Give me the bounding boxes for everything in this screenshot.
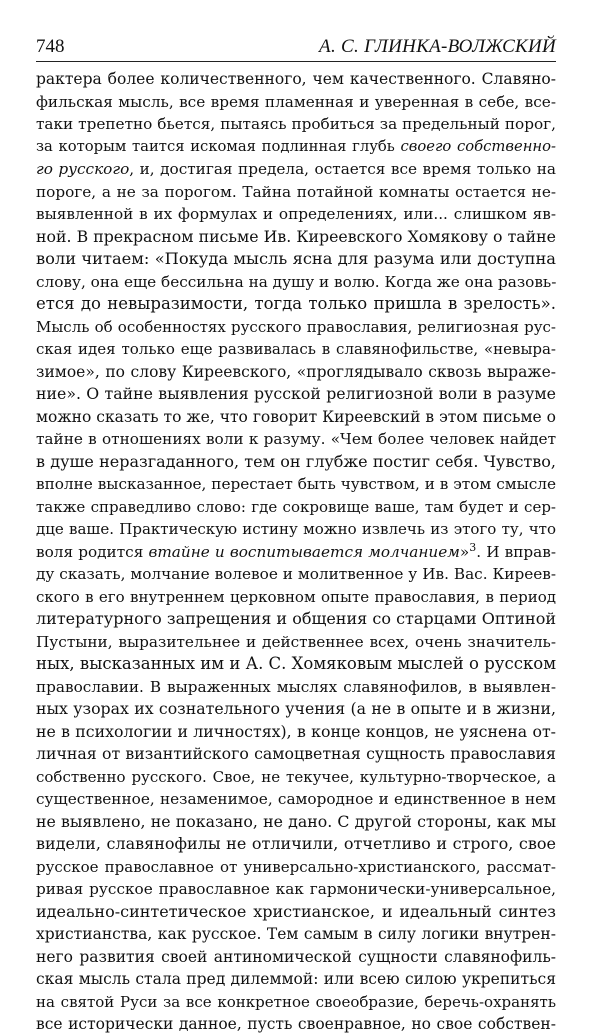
footnote-ref: существенное, незаменимое, самородное и единственное в нем: [36, 790, 556, 808]
footnote-ref: собственно русского. Свое, не текучее, культурно-творческое, а: [36, 767, 556, 786]
text-line: [36, 563, 556, 586]
footnote-ref: него развития своей антиномической сущности славянофиль-: [36, 947, 556, 966]
footnote-ref: фильская мысль, все время пламенная и уверенная в себе, все-: [36, 92, 556, 111]
text-line: [36, 698, 556, 721]
footnote-ref: ется до невыразимости, тогда только пришла в зрелость».: [36, 294, 556, 313]
footnote-ref: литературного запрещения и общения со старцами Оптиной: [36, 609, 556, 628]
header-rule: [36, 61, 556, 62]
running-title: А. С. ГЛИНКА-ВОЛЖСКИЙ: [319, 36, 556, 57]
footnote-ref: вполне высказанное, перестает быть чувством, и в этом смысле: [36, 475, 556, 493]
text-line: [36, 496, 556, 519]
footnote-ref: воля родится: [36, 542, 149, 561]
text-line: [36, 653, 556, 676]
footnote-ref: личная от византийского самоцветная сущность православия: [36, 744, 556, 763]
text-line: [36, 518, 556, 541]
footnote-ref: на святой Руси за все конкретное своеобразие, беречь-охранять: [36, 992, 556, 1011]
text-segment: своего собственно-: [400, 137, 556, 155]
footnote-ref: не в психологии и личностях), в конце концов, не уяснена от-: [36, 721, 556, 741]
footnote-ref: Пустыни, выразительнее и действеннее всех, очень значитель-: [36, 632, 556, 651]
text-line: [36, 406, 556, 429]
footnote-ref: русское православное от универсально-христианского, рассмат-: [36, 857, 556, 876]
text-line: [36, 68, 556, 91]
footnote-ref: не выявлено, не показано, не дано. С другой стороны, как мы: [36, 811, 556, 831]
footnote-ref: ду сказать, молчание волевое и молитвенное у Ив. Вас. Киреев-: [36, 565, 556, 583]
page-number: 748: [36, 36, 65, 57]
text-line: [36, 1013, 556, 1036]
text-line: [36, 901, 556, 924]
text-line: [36, 91, 556, 114]
footnote-ref: ского в его внутреннем церковном опыте православия, в период: [36, 587, 556, 606]
footnote-ref: выявленной в их формулах и определениях, или... слишком яв-: [36, 205, 556, 223]
footnote-ref: в душе неразгаданного, тем он глубже постиг себя. Чувство,: [36, 451, 556, 471]
text-line: [36, 361, 556, 384]
footnote-ref: идеально-синтетическое христианское, и идеальный синтез: [36, 901, 556, 921]
text-line: [36, 316, 556, 339]
footnote-ref: православии. В выраженных мыслях славянофилов, в выявлен-: [36, 677, 556, 696]
footnote-ref: пороге, а не за порогом. Тайна потайной комнаты остается не-: [36, 182, 556, 201]
footnote-ref: зимое», по слову Киреевского, «проглядывало сквозь выраже-: [36, 362, 556, 381]
text-line: [36, 271, 556, 294]
body-text: [36, 68, 556, 1036]
footnote-ref: за которым таится искомая подлинная глубь: [36, 137, 401, 155]
footnote-ref: Мысль об особенностях русского православия, религиозная рус-: [36, 317, 556, 336]
text-line: [36, 991, 556, 1014]
text-line: [36, 968, 556, 991]
footnote-ref: видели, славянофилы не отличили, отчетливо и строго, свое: [36, 834, 556, 853]
text-segment: го русского: [36, 160, 130, 178]
footnote-ref: . И вправ-: [476, 542, 556, 561]
text-line: [36, 856, 556, 879]
text-line: [36, 136, 556, 159]
text-line: [36, 473, 556, 496]
text-line: [36, 203, 556, 226]
text-line: [36, 158, 556, 181]
footnote-ref: также справедливо слово: где сокровище ваше, там будет и сер-: [36, 497, 556, 516]
text-line: [36, 878, 556, 901]
footnote-ref: ных узорах их сознательного учения (а не в опыте и в жизни,: [36, 699, 556, 718]
text-line: [36, 721, 556, 744]
text-line: [36, 586, 556, 609]
text-line: [36, 811, 556, 834]
page-header: [36, 30, 556, 64]
footnote-ref: ние». О тайне выявления русской религиозной воли в разуме: [36, 384, 556, 403]
footnote-ref: ривая русское православное как гармонически-универсальное,: [36, 880, 556, 898]
footnote-ref: дце ваше. Практическую истину можно извлечь из этого ту, что: [36, 520, 556, 538]
text-line: [36, 766, 556, 789]
footnote-ref: ной. В прекрасном письме Ив. Киреевского Хомякову о тайне: [36, 226, 556, 246]
text-line: [36, 338, 556, 361]
footnote-ref: 3: [469, 540, 477, 554]
text-line: [36, 946, 556, 969]
footnote-ref: христианства, как русское. Тем самым в силу логики внутрен-: [36, 925, 556, 943]
footnote-ref: таки трепетно бьется, пытаясь пробиться за предельный порог,: [36, 115, 556, 133]
text-line: [36, 226, 556, 249]
footnote-ref: ных, высказанных им и А. С. Хомяковым мыслей о русском: [36, 654, 557, 673]
footnote-ref: воли читаем: «Покуда мысль ясна для разума или доступна: [36, 249, 556, 268]
text-line: [36, 248, 556, 271]
text-line: [36, 541, 556, 564]
text-line: [36, 833, 556, 856]
text-line: [36, 113, 556, 136]
text-line: [36, 923, 556, 946]
text-line: [36, 293, 556, 316]
text-line: [36, 383, 556, 406]
text-segment: втайне и воспитывается молчанием: [148, 542, 460, 561]
text-line: [36, 788, 556, 811]
footnote-ref: все исторически данное, пусть своенравное, но свое собствен-: [36, 1015, 556, 1033]
footnote-ref: слову, она еще бессильна на душу и волю. Когда же она разовь-: [36, 272, 557, 291]
text-line: [36, 451, 556, 474]
footnote-ref: ская мысль стала пред дилеммой: или всею силою укрепиться: [36, 970, 556, 988]
text-line: [36, 631, 556, 654]
footnote-ref: тайне в отношениях воли к разуму. «Чем более человек найдет: [36, 430, 556, 448]
text-line: [36, 743, 556, 766]
footnote-ref: ская идея только еще развивалась в славянофильстве, «невыра-: [36, 340, 556, 358]
text-line: [36, 676, 556, 699]
footnote-ref: »: [459, 542, 470, 561]
text-line: [36, 608, 556, 631]
text-line: [36, 428, 556, 451]
footnote-ref: можно сказать то же, что говорит Киреевский в этом письме о: [36, 407, 556, 426]
footnote-ref: , и, достигая предела, остается все время только на: [129, 160, 556, 178]
text-line: [36, 181, 556, 204]
footnote-ref: рактера более количественного, чем качественного. Славяно-: [36, 70, 556, 88]
